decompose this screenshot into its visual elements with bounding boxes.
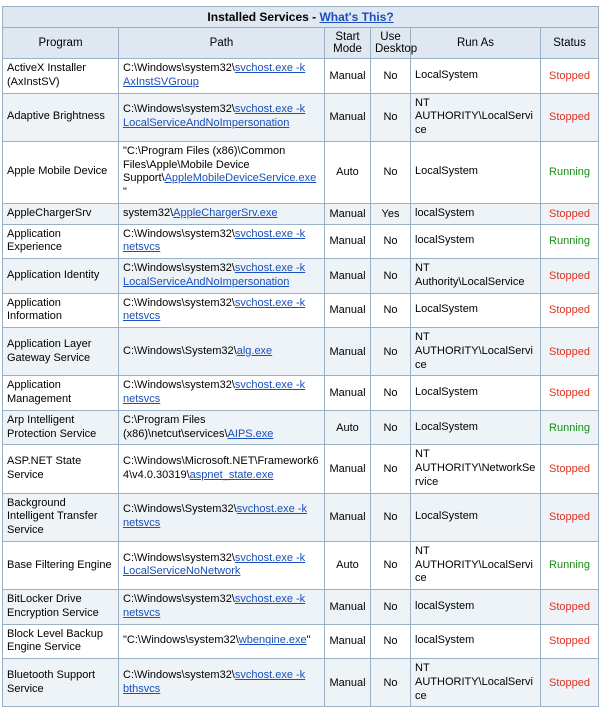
- cell-use-desktop: No: [371, 93, 411, 141]
- page-title: [3, 7, 599, 28]
- cell-start-mode: Auto: [325, 541, 371, 589]
- cell-program: ActiveX Installer (AxInstSV): [3, 59, 119, 94]
- cell-program: Application Management: [3, 376, 119, 411]
- path-prefix: system32\: [123, 206, 174, 219]
- path-prefix: "C:\Program Files (x86)\Common Files\Apple\Mobile Device Support\: [123, 144, 286, 185]
- cell-start-mode: Manual: [325, 445, 371, 493]
- cell-start-mode: Manual: [325, 328, 371, 376]
- cell-run-as: LocalSystem: [411, 59, 541, 94]
- cell-path: [119, 224, 325, 259]
- table-row: [3, 224, 599, 259]
- path-link[interactable]: svchost.exe -k netsvcs: [123, 503, 308, 530]
- path-suffix: ": [123, 186, 127, 198]
- status-badge: Stopped: [541, 445, 599, 493]
- path-link[interactable]: svchost.exe -k bthsvcs: [123, 668, 306, 695]
- path-link[interactable]: svchost.exe -k netsvcs: [123, 593, 306, 619]
- title-text: Installed Services: [207, 10, 309, 24]
- cell-use-desktop: No: [371, 224, 411, 259]
- cell-start-mode: Manual: [325, 624, 371, 659]
- path-prefix: C:\Windows\system32\: [123, 668, 235, 681]
- cell-path: [119, 410, 325, 445]
- cell-program: Background Intelligent Transfer Service: [3, 493, 119, 541]
- cell-program: AppleChargerSrv: [3, 203, 119, 224]
- cell-run-as: localSystem: [411, 203, 541, 224]
- table-body: [3, 59, 599, 707]
- path-prefix: C:\Windows\system32\: [123, 262, 235, 274]
- path-prefix: C:\Windows\System32\: [123, 503, 237, 516]
- cell-program: Base Filtering Engine: [3, 541, 119, 589]
- cell-path: [119, 659, 325, 707]
- path-prefix: C:\Windows\system32\: [123, 379, 235, 392]
- cell-start-mode: Manual: [325, 93, 371, 141]
- cell-run-as: NT AUTHORITY\LocalService: [411, 541, 541, 589]
- cell-use-desktop: No: [371, 141, 411, 203]
- path-prefix: C:\Program Files (x86)\netcut\services\: [123, 413, 228, 440]
- status-badge: Running: [541, 410, 599, 445]
- cell-start-mode: Manual: [325, 224, 371, 259]
- path-link[interactable]: svchost.exe -k AxInstSVGroup: [123, 62, 306, 88]
- cell-run-as: NT AUTHORITY\LocalService: [411, 659, 541, 707]
- path-link[interactable]: svchost.exe -k netsvcs: [123, 296, 306, 323]
- path-link[interactable]: wbengine.exe: [238, 634, 307, 647]
- table-row: [3, 493, 599, 541]
- path-prefix: C:\Windows\System32\: [123, 344, 237, 357]
- cell-program: Bluetooth Support Service: [3, 659, 119, 707]
- path-link[interactable]: svchost.exe -k LocalServiceAndNoImpersonation: [123, 103, 306, 130]
- cell-path: [119, 293, 325, 328]
- cell-path: [119, 493, 325, 541]
- table-row: [3, 141, 599, 203]
- cell-start-mode: Auto: [325, 141, 371, 203]
- cell-run-as: localSystem: [411, 590, 541, 625]
- column-header-run-as: Run As: [411, 28, 541, 59]
- column-header-use-desktop: Use Desktop: [371, 28, 411, 59]
- status-badge: Running: [541, 224, 599, 259]
- cell-program: Application Information: [3, 293, 119, 328]
- cell-path: [119, 141, 325, 203]
- column-header-path: Path: [119, 28, 325, 59]
- column-header-program: Program: [3, 28, 119, 59]
- cell-path: [119, 541, 325, 589]
- path-prefix: C:\Windows\Microsoft.NET\Framework64\v4.0.30319\: [123, 455, 319, 481]
- status-badge: Stopped: [541, 259, 599, 294]
- path-link[interactable]: AppleChargerSrv.exe: [173, 206, 278, 219]
- cell-use-desktop: No: [371, 445, 411, 493]
- cell-run-as: LocalSystem: [411, 376, 541, 411]
- cell-run-as: localSystem: [411, 224, 541, 259]
- cell-run-as: LocalSystem: [411, 293, 541, 328]
- cell-use-desktop: No: [371, 590, 411, 625]
- cell-program: Application Layer Gateway Service: [3, 328, 119, 376]
- cell-start-mode: Manual: [325, 59, 371, 94]
- cell-program: Arp Intelligent Protection Service: [3, 410, 119, 445]
- cell-use-desktop: No: [371, 293, 411, 328]
- cell-use-desktop: No: [371, 659, 411, 707]
- path-suffix: ": [306, 634, 311, 647]
- cell-path: [119, 259, 325, 294]
- cell-use-desktop: No: [371, 541, 411, 589]
- table-row: [3, 203, 599, 224]
- cell-start-mode: Manual: [325, 259, 371, 294]
- title-separator: -: [308, 10, 320, 24]
- path-link[interactable]: svchost.exe -k netsvcs: [123, 379, 306, 405]
- path-prefix: C:\Windows\system32\: [123, 593, 235, 605]
- table-row: [3, 259, 599, 294]
- cell-run-as: LocalSystem: [411, 141, 541, 203]
- cell-program: Block Level Backup Engine Service: [3, 624, 119, 659]
- table-row: [3, 93, 599, 141]
- status-badge: Stopped: [541, 493, 599, 541]
- cell-start-mode: Manual: [325, 659, 371, 707]
- cell-use-desktop: No: [371, 624, 411, 659]
- cell-path: [119, 59, 325, 94]
- cell-run-as: NT AUTHORITY\LocalService: [411, 93, 541, 141]
- table-row: [3, 590, 599, 625]
- table-row: [3, 328, 599, 376]
- path-link[interactable]: aspnet_state.exe: [189, 468, 274, 481]
- status-badge: Stopped: [541, 659, 599, 707]
- table-row: [3, 410, 599, 445]
- cell-path: [119, 590, 325, 625]
- cell-use-desktop: No: [371, 410, 411, 445]
- cell-path: [119, 328, 325, 376]
- table-row: [3, 445, 599, 493]
- cell-path: [119, 93, 325, 141]
- services-page: [2, 0, 598, 707]
- status-badge: Stopped: [541, 328, 599, 376]
- cell-use-desktop: No: [371, 493, 411, 541]
- cell-path: [119, 203, 325, 224]
- status-badge: Stopped: [541, 624, 599, 659]
- column-header-status: Status: [541, 28, 599, 59]
- cell-program: Application Experience: [3, 224, 119, 259]
- path-link[interactable]: svchost.exe -k LocalServiceNoNetwork: [123, 551, 306, 578]
- path-prefix: C:\Windows\system32\: [123, 62, 235, 74]
- cell-run-as: localSystem: [411, 624, 541, 659]
- status-badge: Stopped: [541, 203, 599, 224]
- cell-start-mode: Manual: [325, 590, 371, 625]
- status-badge: Stopped: [541, 93, 599, 141]
- path-link[interactable]: AppleMobileDeviceService.exe: [164, 172, 317, 185]
- path-link[interactable]: AIPS.exe: [227, 427, 274, 440]
- cell-use-desktop: No: [371, 59, 411, 94]
- status-badge: Stopped: [541, 376, 599, 411]
- cell-run-as: LocalSystem: [411, 410, 541, 445]
- path-prefix: C:\Windows\system32\: [123, 227, 235, 240]
- cell-use-desktop: No: [371, 259, 411, 294]
- cell-program: Adaptive Brightness: [3, 93, 119, 141]
- table-row: [3, 59, 599, 94]
- path-prefix: C:\Windows\system32\: [123, 296, 235, 309]
- path-prefix: C:\Windows\system32\: [123, 551, 235, 564]
- cell-path: [119, 624, 325, 659]
- cell-run-as: NT AUTHORITY\NetworkService: [411, 445, 541, 493]
- title-row: [3, 7, 599, 28]
- status-badge: Running: [541, 541, 599, 589]
- cell-run-as: NT Authority\LocalService: [411, 259, 541, 294]
- installed-services-table: [2, 6, 599, 707]
- column-header-row: [3, 28, 599, 59]
- cell-start-mode: Manual: [325, 203, 371, 224]
- path-prefix: C:\Windows\system32\: [123, 103, 235, 116]
- table-row: [3, 293, 599, 328]
- cell-start-mode: Manual: [325, 493, 371, 541]
- cell-use-desktop: Yes: [371, 203, 411, 224]
- cell-program: Application Identity: [3, 259, 119, 294]
- table-row: [3, 541, 599, 589]
- table-row: [3, 659, 599, 707]
- path-link[interactable]: svchost.exe -k LocalServiceAndNoImpersonation: [123, 262, 306, 288]
- path-prefix: "C:\Windows\system32\: [123, 634, 239, 647]
- cell-start-mode: Manual: [325, 376, 371, 411]
- cell-start-mode: Manual: [325, 293, 371, 328]
- cell-run-as: LocalSystem: [411, 493, 541, 541]
- table-row: [3, 624, 599, 659]
- cell-use-desktop: No: [371, 328, 411, 376]
- status-badge: Stopped: [541, 59, 599, 94]
- table-row: [3, 376, 599, 411]
- whats-this-link[interactable]: What's This?: [319, 10, 394, 24]
- cell-run-as: NT AUTHORITY\LocalService: [411, 328, 541, 376]
- status-badge: Running: [541, 141, 599, 203]
- cell-program: ASP.NET State Service: [3, 445, 119, 493]
- cell-start-mode: Auto: [325, 410, 371, 445]
- status-badge: Stopped: [541, 293, 599, 328]
- path-link[interactable]: alg.exe: [236, 344, 273, 357]
- cell-path: [119, 376, 325, 411]
- cell-program: BitLocker Drive Encryption Service: [3, 590, 119, 625]
- cell-use-desktop: No: [371, 376, 411, 411]
- cell-path: [119, 445, 325, 493]
- column-header-start-mode: Start Mode: [325, 28, 371, 59]
- status-badge: Stopped: [541, 590, 599, 625]
- cell-program: Apple Mobile Device: [3, 141, 119, 203]
- table-header: [3, 7, 599, 59]
- path-link[interactable]: svchost.exe -k netsvcs: [123, 227, 306, 254]
